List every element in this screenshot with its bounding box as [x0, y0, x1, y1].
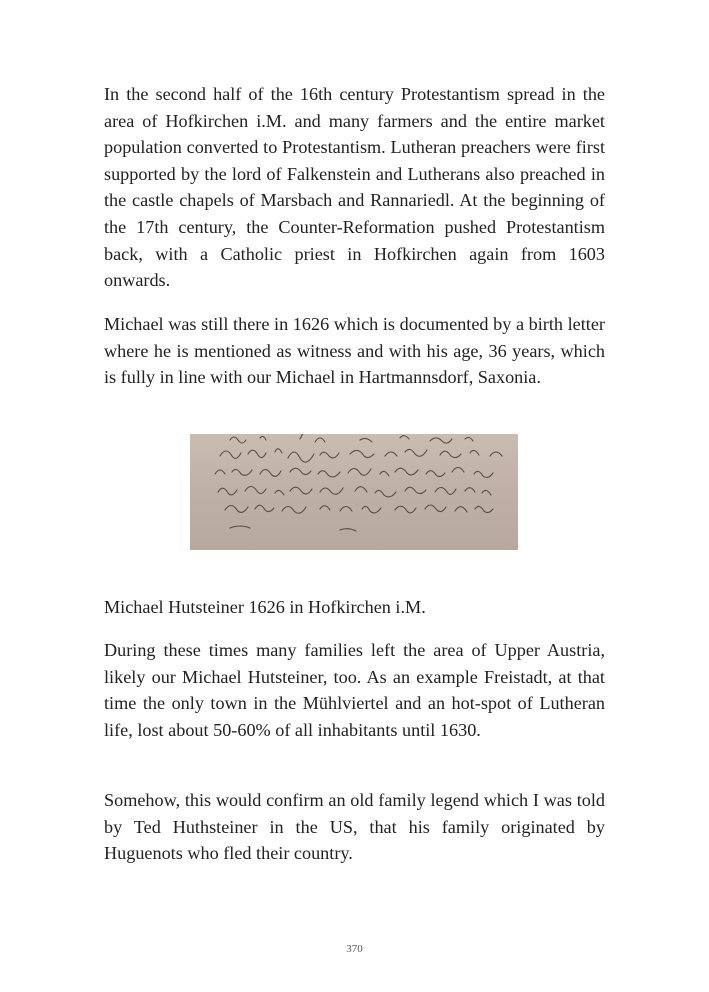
paragraph-protestantism: In the second half of the 16th century Protestantism spread in the area of Hofkirchen i.M. and many farmers and the entire market population converted to Protestantism. Lutheran preachers were first supported by the lord of Falkenstein and Lutherans also preached in the castle chapels of Marsbach and Rannariedl. At the beginning of the 17th century, the Counter-Reformation pushed Protestantism back, with a Catholic priest in Hofkirchen again from 1603 onwards. [104, 84, 605, 291]
figure-caption: Michael Hutsteiner 1626 in Hofkirchen i.M. [104, 597, 426, 617]
page-number: 370 [346, 943, 363, 955]
paragraph-family-legend: Somehow, this would confirm an old family legend which I was told by Ted Huthsteiner in the US, that his family originated by Huguenots who fled their country. [104, 790, 605, 864]
handwritten-record-image [190, 434, 518, 550]
handwriting-scribbles [190, 434, 518, 550]
paragraph-emigration: During these times many families left the area of Upper Austria, likely our Michael Hutsteiner, too. As an example Freistadt, at that time the only town in the Mühlviertel and an hot-spot of Lutheran life, lost about 50-60% of all inhabitants until 1630. [104, 640, 605, 740]
paragraph-michael-1626: Michael was still there in 1626 which is documented by a birth letter where he is mentioned as witness and with his age, 36 years, which is fully in line with our Michael in Hartmannsdorf, Saxonia. [104, 314, 605, 388]
